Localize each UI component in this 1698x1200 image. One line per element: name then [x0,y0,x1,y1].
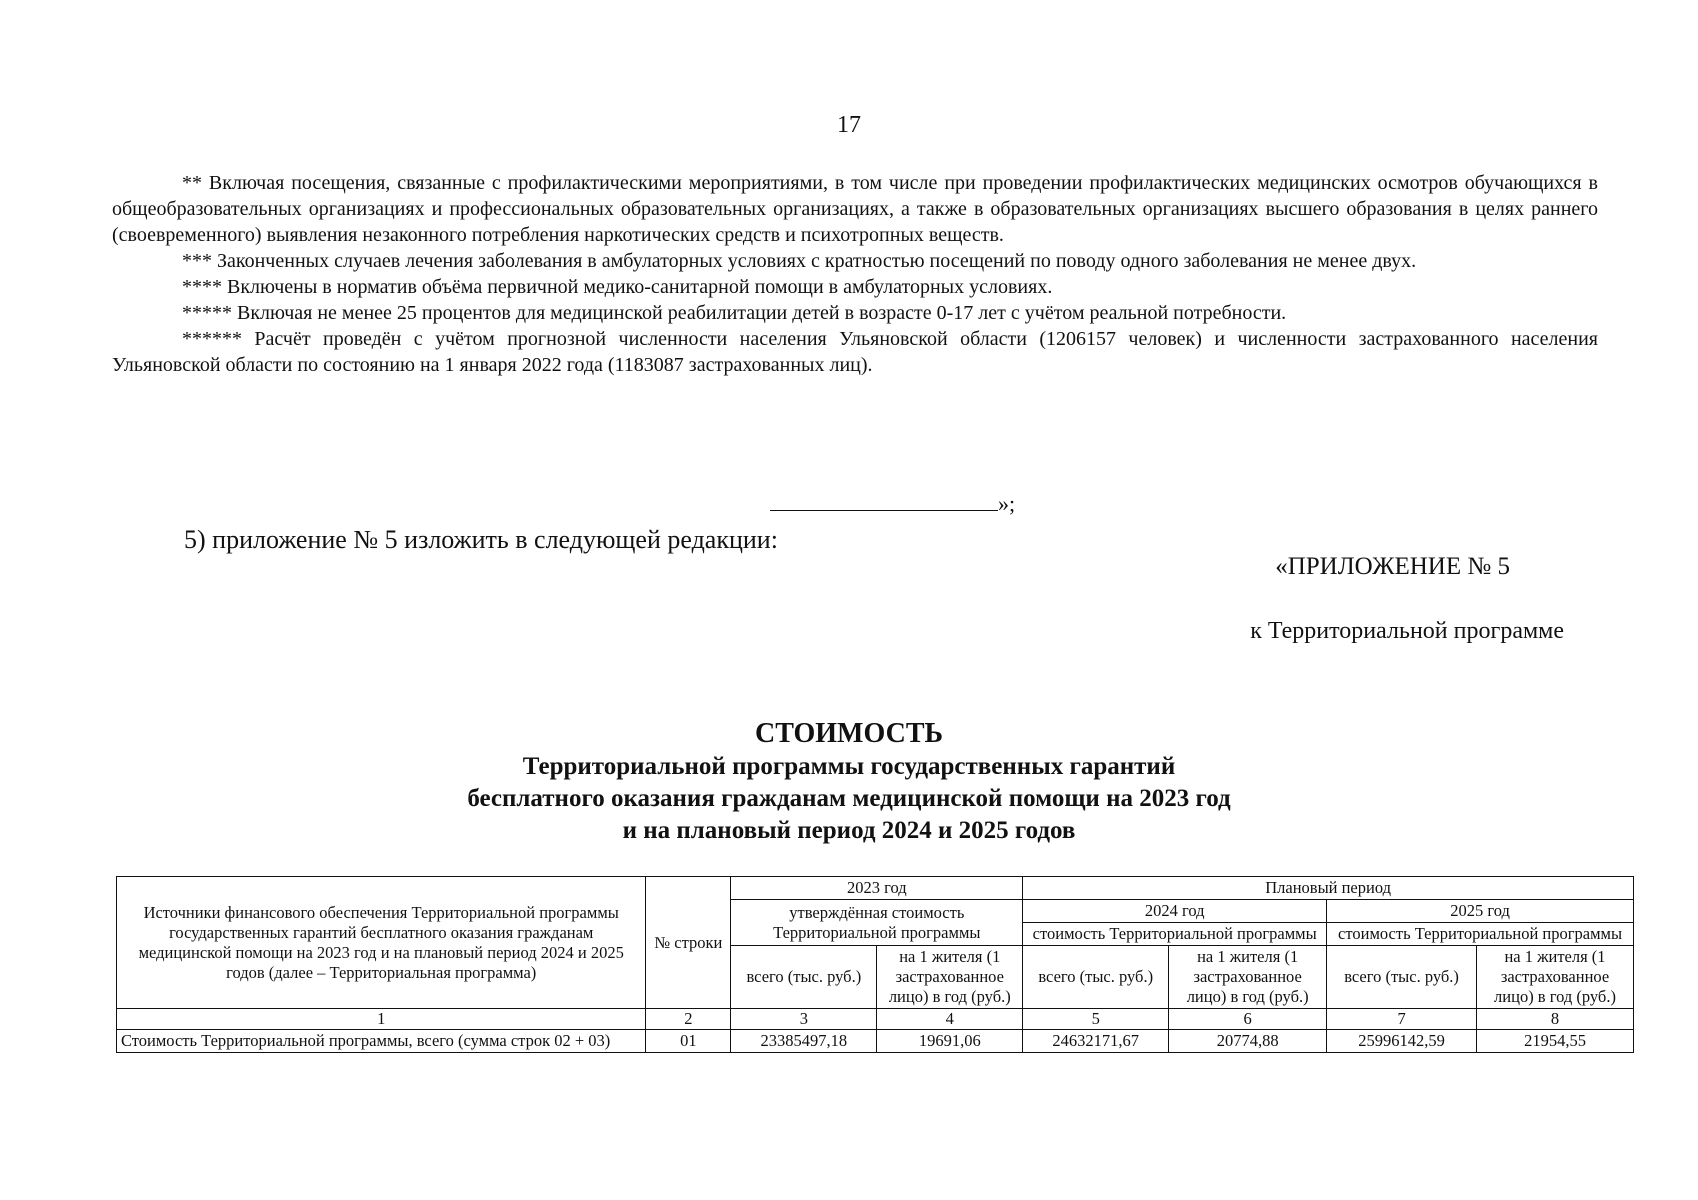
heading-line-3: и на плановый период 2024 и 2025 годов [622,817,1076,844]
header-total-2025: всего (тыс. руб.) [1327,946,1477,1009]
page-number: 17 [837,112,861,138]
appendix-title: «ПРИЛОЖЕНИЕ № 5 [1275,553,1510,580]
header-cost-2025: стоимость Территориальной программы [1327,923,1634,946]
footnote-3: *** Законченных случаев лечения заболевания в амбулаторных условиях с кратностью посещений по поводу одного заболевания не менее двух. [182,250,1417,272]
footnotes [112,170,1598,378]
value-2025-total: 25996142,59 [1327,1030,1477,1053]
header-row-number: № строки [646,877,731,1009]
document-heading [0,717,1698,847]
appendix-subtitle: к Территориальной программе [1250,618,1564,644]
footnote-2: ** Включая посещения, связанные с профилактическими мероприятиями, в том числе при проведении профилактических медицинских осмотров обучающихся в общеобразовательных организациях и профессиональных образовательных организациях, а также в образовательных организациях высшего образования в целях раннего (своевременного) выявления незаконного потребления наркотических средств и психотропных веществ. [112,172,1598,246]
heading-line-1: Территориальной программы государственных гарантий [522,753,1176,780]
value-2024-per-resident: 20774,88 [1169,1030,1327,1053]
closing-quote: »; [998,491,1016,516]
table-row [117,1030,1634,1053]
heading-main: СТОИМОСТЬ [754,718,944,749]
value-2024-total: 24632171,67 [1023,1030,1169,1053]
column-number: 2 [646,1009,731,1030]
column-number: 5 [1023,1009,1169,1030]
header-source: Источники финансового обеспечения Территориальной программы государственных гарантий бесплатного оказания гражданам медицинской помощи на 2023 год и на плановый период 2024 и 2025 годов (далее – Территориальная программа) [117,877,646,1009]
header-year-2023: 2023 год [731,877,1023,900]
header-planned-period: Плановый период [1023,877,1634,900]
signature-line [770,490,998,511]
column-number: 7 [1327,1009,1477,1030]
footnote-6: ****** Расчёт проведён с учётом прогнозной численности населения Ульяновской области (1206157 человек) и численности застрахованного населения Ульяновской области по состоянию на 1 января 2022 года (1183087 застрахованных лиц). [112,328,1598,376]
column-number: 6 [1169,1009,1327,1030]
row-number: 01 [646,1030,731,1053]
row-label: Стоимость Территориальной программы, всего (сумма строк 02 + 03) [117,1030,646,1053]
footnote-4: **** Включены в норматив объёма первичной медико-санитарной помощи в амбулаторных условиях. [182,276,1053,298]
column-number: 4 [877,1009,1023,1030]
header-per-resident-2025: на 1 жителя (1 застрахованное лицо) в год (руб.) [1477,946,1634,1009]
value-2023-total: 23385497,18 [731,1030,877,1053]
cost-table [116,876,1634,1053]
header-cost-2024: стоимость Территориальной программы [1023,923,1327,946]
header-per-resident-2023: на 1 жителя (1 застрахованное лицо) в год (руб.) [877,946,1023,1009]
value-2025-per-resident: 21954,55 [1477,1030,1634,1053]
column-number: 1 [117,1009,646,1030]
column-numbers-row [117,1009,1634,1030]
amendment-instruction: 5) приложение № 5 изложить в следующей редакции: [184,525,778,554]
header-total-2023: всего (тыс. руб.) [731,946,877,1009]
header-year-2025: 2025 год [1327,900,1634,923]
header-total-2024: всего (тыс. руб.) [1023,946,1169,1009]
header-per-resident-2024: на 1 жителя (1 застрахованное лицо) в год (руб.) [1169,946,1327,1009]
column-number: 3 [731,1009,877,1030]
value-2023-per-resident: 19691,06 [877,1030,1023,1053]
closing-mark [770,490,1015,517]
header-year-2024: 2024 год [1023,900,1327,923]
footnote-5: ***** Включая не менее 25 процентов для медицинской реабилитации детей в возрасте 0-17 лет с учётом реальной потребности. [182,302,1287,324]
column-number: 8 [1477,1009,1634,1030]
header-approved-cost: утверждённая стоимость Территориальной программы [731,900,1023,946]
heading-line-2: бесплатного оказания гражданам медицинской помощи на 2023 год [467,785,1231,812]
